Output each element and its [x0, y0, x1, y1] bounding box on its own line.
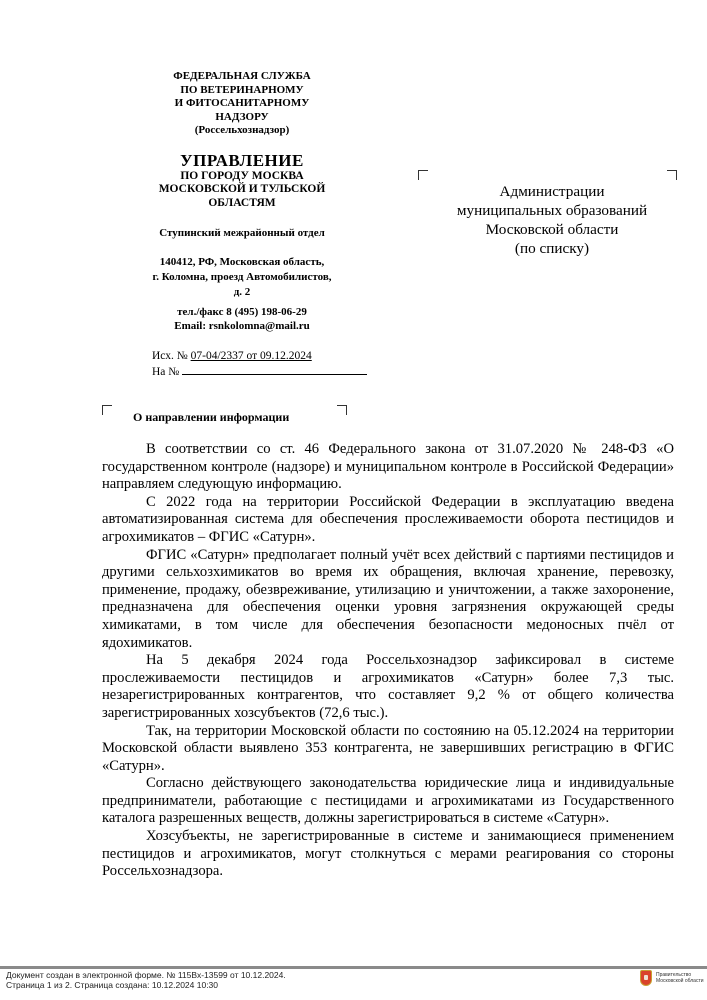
agency-line: (Россельхознадзор) — [194, 124, 290, 136]
incoming-ref — [152, 363, 367, 379]
coat-of-arms-icon — [640, 970, 652, 986]
body-paragraph: Так, на территории Московской области по состоянию на 05.12.2024 на территории Московской области выявлено 353 контрагента, не завершивших регистрацию в ФГИС «Сатурн». — [102, 722, 674, 774]
body-paragraph: На 5 декабря 2024 года Россельхознадзор зафиксировал в системе прослеживаемости пестицидов и агрохимикатов «Сатурн» более 7,3 тыс. незарегистрированных контрагентов, что составляет 9,2 % от общего количества зарегистрированных хозсубъектов (72,6 тыс.). — [102, 652, 674, 721]
agency-line: НАДЗОРУ — [215, 110, 269, 123]
body-paragraph: С 2022 года на территории Российской Федерации в эксплуатацию введена автоматизированная система для обеспечения прослеживаемости оборота пестицидов и агрохимикатов – ФГИС «Сатурн». — [102, 493, 674, 545]
outgoing-ref-value: 07-04/2337 от 09.12.2024 — [190, 350, 312, 362]
incoming-ref-label: На № — [152, 366, 180, 378]
email: Email: rsnkolomna@mail.ru — [174, 320, 310, 332]
department-line: ОБЛАСТЯМ — [208, 196, 276, 209]
body-paragraph: Хозсубъекты, не зарегистрированные в системе и занимающиеся применением пестицидов и агрохимикатов, могут столкнуться с мерами реагирования со стороны Россельхознадзора. — [102, 828, 674, 880]
government-logo — [640, 970, 704, 986]
footer-stamp — [6, 970, 286, 990]
corner-mark-icon — [667, 170, 677, 180]
logo-caption-line: Правительство — [656, 972, 692, 978]
phone: тел./факс 8 (495) 198-06-29 — [177, 306, 307, 318]
body-paragraph: В соответствии со ст. 46 Федерального закона от 31.07.2020 № 248-ФЗ «О государственном контроле (надзоре) и муниципальном контроле в Российской Федерации» направляем следующую информацию. — [102, 441, 674, 493]
addressee-line: (по списку) — [514, 240, 590, 257]
body-paragraph: Согласно действующего законодательства юридические лица и индивидуальные предприниматели, работающие с пестицидами и агрохимикатами из Государственного каталога разрешенных веществ, должны зарегистрироваться в системе «Сатурн». — [102, 775, 674, 827]
contacts — [120, 305, 364, 333]
office-address — [120, 255, 364, 300]
addressee-line: Московской области — [485, 221, 619, 238]
letterhead — [120, 70, 364, 333]
department-line: ПО ГОРОДУ МОСКВА — [180, 169, 304, 182]
footer-page-info: Страница 1 из 2. Страница создана: 10.12.2024 10:30 — [6, 980, 219, 990]
address-line: 140412, РФ, Московская область, — [159, 256, 325, 268]
body-paragraph: ФГИС «Сатурн» предполагает полный учёт всех действий с партиями пестицидов и другими сельхозхимикатов во время их обращения, включая хранение, перевозку, применение, продажу, обезвреживание, утилизацию и уничтожении, а также захоронение, предназначена для обеспечения оценки уровня загрязнения окружающей среды химикатами, в том числе для обеспечения безопасности медоносных пчёл от ядохимикатов. — [102, 546, 674, 651]
agency-line: И ФИТОСАНИТАРНОМУ — [174, 97, 310, 109]
corner-mark-icon — [418, 170, 428, 180]
office-name: Ступинский межрайонный отдел — [159, 227, 325, 239]
outgoing-ref-label: Исх. № — [152, 350, 188, 362]
incoming-ref-blank — [182, 363, 367, 375]
department-title: УПРАВЛЕНИЕ — [180, 150, 304, 170]
addressee-line: муниципальных образований — [456, 202, 648, 219]
logo-caption-line: Московской области — [656, 978, 704, 984]
subject-line: О направлении информации — [133, 410, 290, 424]
logo-caption — [656, 972, 704, 984]
agency-line: ФЕДЕРАЛЬНАЯ СЛУЖБА — [173, 70, 311, 82]
department-line: МОСКОВСКОЙ И ТУЛЬСКОЙ — [158, 183, 326, 195]
address-line: д. 2 — [233, 286, 251, 298]
addressee-line: Администрации — [499, 183, 605, 200]
document-references — [152, 349, 367, 379]
outgoing-ref — [152, 349, 367, 363]
agency-name — [120, 70, 364, 138]
department-subtitle — [120, 170, 364, 211]
footer-document-info: Документ создан в электронной форме. № 115Вх-13599 от 10.12.2024. — [6, 970, 286, 980]
addressee — [430, 182, 674, 258]
corner-mark-icon — [337, 405, 347, 415]
footer-divider — [0, 966, 707, 969]
corner-mark-icon — [102, 405, 112, 415]
letter-body — [102, 441, 674, 881]
agency-line: ПО ВЕТЕРИНАРНОМУ — [180, 83, 304, 96]
address-line: г. Коломна, проезд Автомобилистов, — [152, 271, 332, 283]
